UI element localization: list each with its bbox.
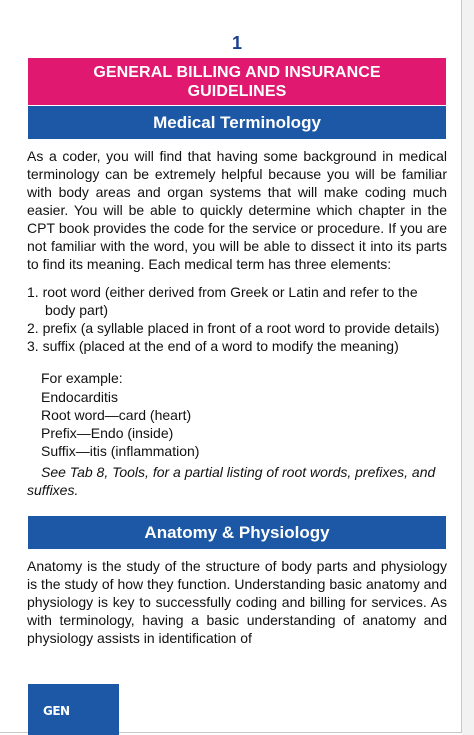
chapter-number: 1 <box>231 33 242 53</box>
term-elements-list <box>27 283 447 355</box>
gen-section-tab[interactable] <box>28 684 119 735</box>
section-heading-banner-terminology <box>28 106 446 139</box>
gen-tab-label: GEN <box>43 704 70 718</box>
list-item: 3. suffix (placed at the end of a word to modify the meaning) <box>27 338 399 354</box>
example-root-word: Root word—card (heart) <box>41 407 192 423</box>
see-tab-text: See Tab 8, Tools, for a partial listing of root words, prefixes, and suffixes. <box>27 464 436 498</box>
page-edge-strip <box>462 0 474 735</box>
terminology-intro-paragraph: As a coder, you will find that having some background in medical terminology can be extremely helpful because you will be familiar with body areas and organ systems that will make coding much easier. You will be able to quickly determine which chapter in the CPT book provides the code for the service or procedure. If you are not familiar with the word, you will be able to dissect it into its parts to find its meaning. Each medical term has three elements: <box>27 148 447 272</box>
anatomy-paragraph: Anatomy is the study of the structure of body parts and physiology is the study of how they function. Understanding basic anatomy and physiology is key to successfully coding and billing for services. As with terminology, having a basic understanding of anatomy and physiology assists in identification of <box>27 558 447 646</box>
chapter-title-banner <box>28 58 446 105</box>
see-tab-note <box>27 463 447 499</box>
example-term: Endocarditis <box>41 389 119 405</box>
section-heading-anatomy: Anatomy & Physiology <box>144 522 330 542</box>
chapter-title: GENERAL BILLING AND INSURANCE GUIDELINES <box>93 63 381 100</box>
example-breakdown <box>41 388 199 460</box>
list-item: 2. prefix (a syllable placed in front of a root word to provide details) <box>27 320 440 336</box>
section-heading-banner-anatomy <box>28 516 446 549</box>
example-suffix: Suffix—itis (inflammation) <box>41 443 200 459</box>
list-item: 1. root word (either derived from Greek or Latin and refer to the body part) <box>27 284 418 318</box>
example-label: For example: <box>41 370 123 386</box>
example-prefix: Prefix—Endo (inside) <box>41 425 174 441</box>
section-heading-terminology: Medical Terminology <box>153 112 321 132</box>
